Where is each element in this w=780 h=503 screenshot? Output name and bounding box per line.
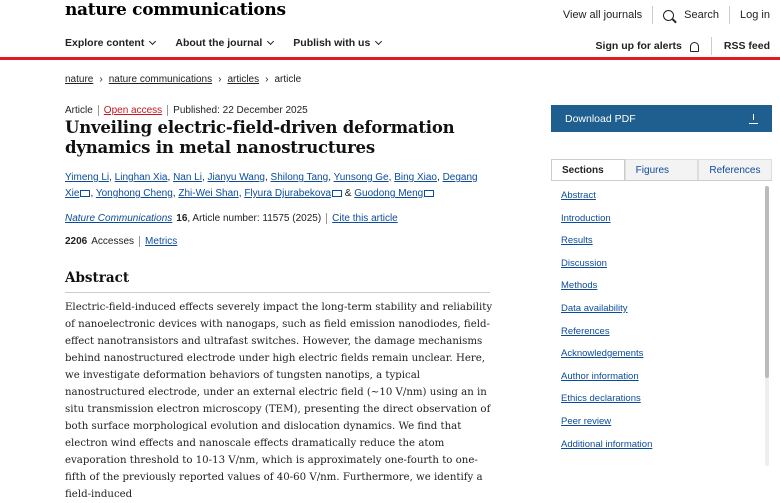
search-icon bbox=[663, 10, 674, 21]
open-access-link[interactable]: Open access bbox=[103, 105, 163, 116]
email-icon[interactable] bbox=[332, 190, 342, 197]
tab-sections[interactable]: Sections bbox=[551, 159, 625, 180]
citation-line bbox=[65, 213, 398, 224]
email-icon[interactable] bbox=[424, 190, 434, 197]
toc-additional-information[interactable]: Additional information bbox=[561, 438, 653, 450]
chevron-right-icon: › bbox=[265, 74, 269, 85]
accesses-count: 2206 bbox=[65, 236, 88, 247]
rss-feed-link[interactable]: RSS feed bbox=[723, 40, 770, 52]
article-number: , Article number: 11575 (2025) bbox=[187, 213, 322, 224]
section-list bbox=[561, 186, 751, 457]
accesses-label: Accesses bbox=[91, 236, 135, 247]
alerts-label: Sign up for alerts bbox=[595, 40, 682, 52]
published-date: Published: 22 December 2025 bbox=[173, 105, 308, 116]
author-link[interactable]: Zhi-Wei Shan bbox=[178, 188, 239, 199]
top-bar bbox=[0, 0, 780, 26]
breadcrumb-articles[interactable]: articles bbox=[227, 74, 260, 85]
toc-abstract[interactable]: Abstract bbox=[561, 190, 596, 201]
divider bbox=[65, 292, 490, 293]
abstract-text: Electric-field-induced effects severely impact the long-term stability and reliability of nanoelectronic devices with nanogaps, such as field emission nanodiodes, field-effect nanotransistors and ultrafast switches. However, the damage mechanisms behind nanostructured electrode under high electric fields remain unclear. Here, we investigate deformation behaviors of tungsten nanotips, a typical nanostructured electrode, under an external electric field (~10 V/nm) using an in situ transmission electron microscopy (TEM), presenting the direct observation of both surface morphological evolution and dislocation dynamics. We find that electron wind effects and nanoscale effects dramatically reduce the atom evaporation threshold to 10-13 V/nm, which is approximately one-fourth to one-fifth of the previously reported values of 40-60 V/nm. Furthermore, we identify a field-induced bbox=[65, 302, 493, 500]
search-button[interactable] bbox=[663, 9, 719, 21]
toc-ethics-declarations[interactable]: Ethics declarations bbox=[561, 393, 641, 405]
nav-about-journal[interactable] bbox=[175, 37, 273, 49]
author-link[interactable]: Jianyu Wang bbox=[207, 172, 265, 183]
author-link[interactable]: Bing Xiao bbox=[394, 172, 437, 183]
chevron-right-icon: › bbox=[218, 74, 222, 85]
alerts-signup-link[interactable] bbox=[596, 40, 699, 52]
divider bbox=[652, 6, 653, 24]
toc-discussion[interactable]: Discussion bbox=[561, 257, 607, 269]
nav-explore-label: Explore content bbox=[65, 37, 145, 49]
divider bbox=[139, 236, 140, 247]
nav-publish[interactable] bbox=[293, 37, 381, 49]
author-link[interactable]: Yimeng Li bbox=[65, 172, 110, 183]
article-type: Article bbox=[65, 105, 93, 116]
breadcrumb-current: article bbox=[274, 74, 302, 85]
toc-introduction[interactable]: Introduction bbox=[561, 212, 611, 224]
toc-methods[interactable]: Methods bbox=[561, 280, 598, 292]
author-link[interactable]: Linghan Xia bbox=[114, 172, 168, 183]
author-link[interactable]: Guodong Meng bbox=[354, 188, 424, 199]
download-pdf-button[interactable] bbox=[551, 105, 772, 132]
bell-icon bbox=[690, 42, 699, 52]
scrollbar-thumb[interactable] bbox=[765, 186, 769, 378]
chevron-down-icon bbox=[375, 38, 382, 45]
toc-data-availability[interactable]: Data availability bbox=[561, 302, 628, 314]
chevron-down-icon bbox=[267, 38, 274, 45]
author-link[interactable]: Nan Li bbox=[173, 172, 202, 183]
sidebar-tabs bbox=[551, 159, 772, 181]
chevron-right-icon: › bbox=[99, 74, 103, 85]
view-all-journals-link[interactable]: View all journals bbox=[562, 9, 643, 21]
toc-references[interactable]: References bbox=[561, 325, 610, 337]
tab-references[interactable]: References bbox=[698, 159, 772, 180]
main-nav bbox=[0, 26, 780, 60]
metrics-line bbox=[65, 236, 177, 247]
nav-publish-label: Publish with us bbox=[293, 37, 371, 49]
download-pdf-label: Download PDF bbox=[565, 112, 636, 125]
author-link[interactable]: Yunsong Ge bbox=[333, 172, 389, 183]
toc-author-information[interactable]: Author information bbox=[561, 370, 639, 382]
email-icon[interactable] bbox=[80, 190, 90, 197]
site-logo[interactable]: nature communications bbox=[65, 0, 286, 20]
toc-results[interactable]: Results bbox=[561, 235, 593, 247]
author-link[interactable]: Shilong Tang bbox=[270, 172, 329, 183]
breadcrumb-nature[interactable]: nature bbox=[65, 74, 94, 85]
abstract-heading: Abstract bbox=[65, 270, 130, 286]
breadcrumb bbox=[65, 74, 301, 85]
nav-explore-content[interactable] bbox=[65, 37, 155, 49]
nav-about-label: About the journal bbox=[175, 37, 263, 49]
search-label: Search bbox=[684, 9, 720, 21]
top-links bbox=[563, 6, 770, 24]
author-link[interactable]: Degang Xie bbox=[65, 172, 478, 199]
toc-acknowledgements[interactable]: Acknowledgements bbox=[561, 348, 644, 360]
metrics-link[interactable]: Metrics bbox=[145, 236, 178, 247]
breadcrumb-nature-communications[interactable]: nature communications bbox=[108, 74, 213, 85]
journal-name-link[interactable]: Nature Communications bbox=[65, 213, 173, 224]
divider bbox=[167, 105, 168, 116]
divider bbox=[729, 6, 730, 24]
volume: 16 bbox=[176, 213, 188, 224]
chevron-down-icon bbox=[149, 38, 156, 45]
cite-article-link[interactable]: Cite this article bbox=[332, 213, 398, 224]
login-link[interactable]: Log in bbox=[740, 9, 770, 21]
page-title: Unveiling electric-field-driven deformation dynamics in metal nanostructures bbox=[65, 118, 455, 157]
divider bbox=[326, 213, 327, 224]
author-link[interactable]: Yonghong Cheng bbox=[95, 188, 173, 199]
author-list: Yimeng Li, Linghan Xia, Nan Li, Jianyu Wang, Shilong Tang, Yunsong Ge, Bing Xiao, Degang Xie , Yonghong Cheng, Zhi-Wei Shan, Flyura Djurabekova & Guodong Meng bbox=[65, 172, 478, 199]
toc-peer-review[interactable]: Peer review bbox=[561, 415, 612, 427]
author-link[interactable]: Flyura Djurabekova bbox=[244, 188, 332, 199]
article-meta bbox=[65, 105, 308, 116]
divider bbox=[711, 37, 712, 55]
download-icon bbox=[749, 114, 758, 124]
tab-figures[interactable]: Figures bbox=[625, 159, 699, 180]
divider bbox=[98, 105, 99, 116]
